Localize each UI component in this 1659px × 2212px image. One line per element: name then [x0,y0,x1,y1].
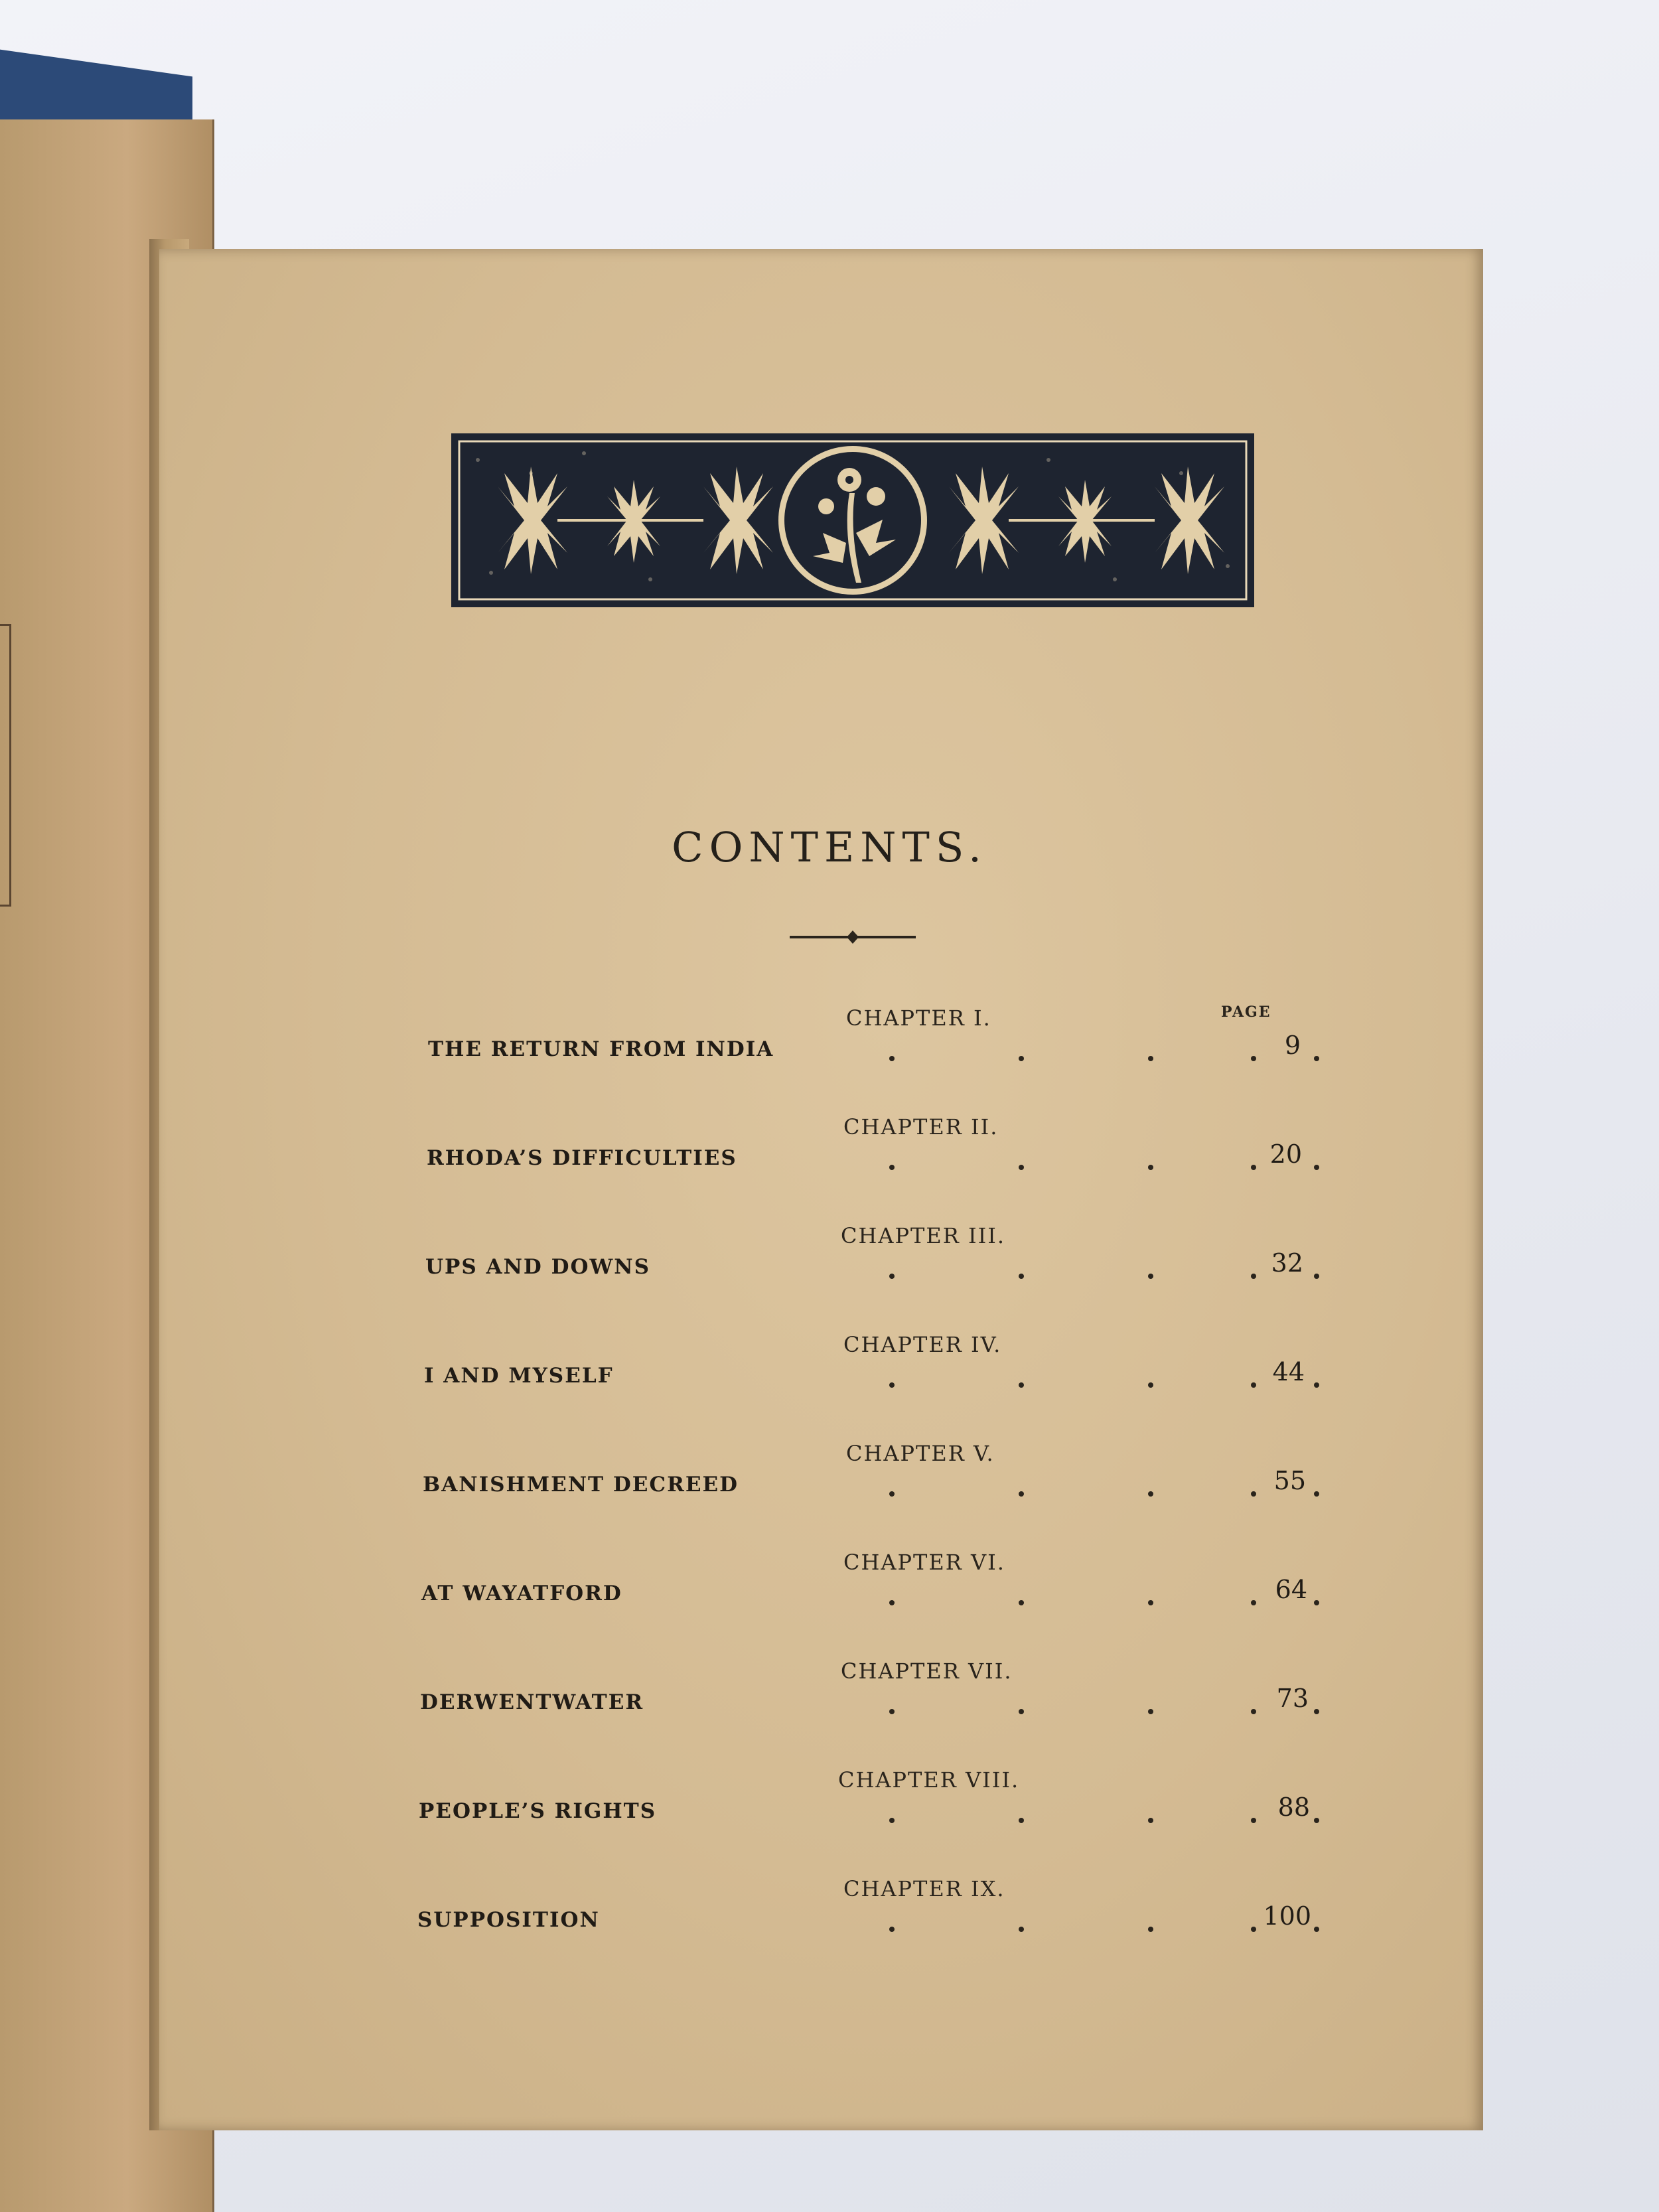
leader-dot [1314,1709,1319,1714]
page-number: 20 [1269,1140,1302,1169]
leader-dot [1019,1927,1024,1932]
chapter-title: SUPPOSITION [417,1908,600,1932]
leader-dot [1019,1382,1024,1388]
leader-dot [1314,1382,1319,1388]
table-of-contents [159,249,1483,2130]
leader-dot [1314,1165,1319,1170]
chapter-number: CHAPTER II. [843,1114,999,1140]
leader-dot [889,1600,895,1605]
page-number: 9 [1284,1031,1301,1060]
chapter-number: CHAPTER VI. [843,1550,1005,1575]
leader-dot [1148,1382,1153,1388]
leader-dot [1314,1600,1319,1605]
leader-dot [1148,1274,1153,1279]
leader-dot [1148,1165,1153,1170]
page-number: 64 [1275,1575,1307,1604]
leader-dot [889,1491,895,1497]
leader-dot [1019,1056,1024,1061]
page-number: 55 [1273,1466,1306,1495]
leader-dot [1148,1600,1153,1605]
contents-page [159,249,1483,2130]
leader-dot [1019,1491,1024,1497]
leader-dot [1314,1274,1319,1279]
chapter-number: CHAPTER I. [846,1005,991,1031]
chapter-title: THE RETURN FROM INDIA [428,1037,774,1061]
chapter-number: CHAPTER III. [841,1223,1006,1248]
page-title: CONTENTS. [672,823,987,871]
leader-dot [1314,1818,1319,1823]
leader-dot [889,1056,895,1061]
chapter-title: DERWENTWATER [420,1690,644,1714]
leader-dot [889,1165,895,1170]
page-number: 100 [1263,1901,1311,1931]
page-number: 32 [1271,1248,1303,1278]
chapter-number: CHAPTER VII. [841,1659,1013,1684]
page-number: 73 [1276,1684,1309,1713]
leader-dot [1019,1709,1024,1714]
leader-dot [1148,1709,1153,1714]
leader-dot [889,1382,895,1388]
chapter-title: BANISHMENT DECREED [423,1473,739,1497]
page-number: 88 [1277,1793,1310,1822]
page-column-label: PAGE [1221,1003,1271,1021]
chapter-number: CHAPTER IX. [843,1876,1005,1901]
chapter-title: I AND MYSELF [424,1364,614,1388]
leader-dot [889,1927,895,1932]
page-number: 44 [1272,1357,1305,1386]
chapter-number: CHAPTER V. [846,1441,995,1466]
leader-dot [1148,1927,1153,1932]
chapter-number: CHAPTER VIII. [838,1767,1020,1793]
leader-dot [889,1818,895,1823]
leader-dot [889,1274,895,1279]
leader-dot [1019,1274,1024,1279]
leader-dot [1314,1056,1319,1061]
leader-dot [1019,1165,1024,1170]
chapter-number: CHAPTER IV. [843,1332,1002,1357]
leader-dot [1314,1927,1319,1932]
leader-dot [1314,1491,1319,1497]
chapter-title: AT WAYATFORD [421,1582,622,1605]
chapter-title: RHODA’S DIFFICULTIES [427,1146,737,1170]
leader-dot [1148,1491,1153,1497]
leader-dot [1148,1056,1153,1061]
leader-dot [889,1709,895,1714]
leader-dot [1148,1818,1153,1823]
leader-dot [1019,1600,1024,1605]
chapter-title: PEOPLE’S RIGHTS [419,1799,657,1823]
chapter-title: UPS AND DOWNS [425,1255,651,1279]
leader-dot [1019,1818,1024,1823]
